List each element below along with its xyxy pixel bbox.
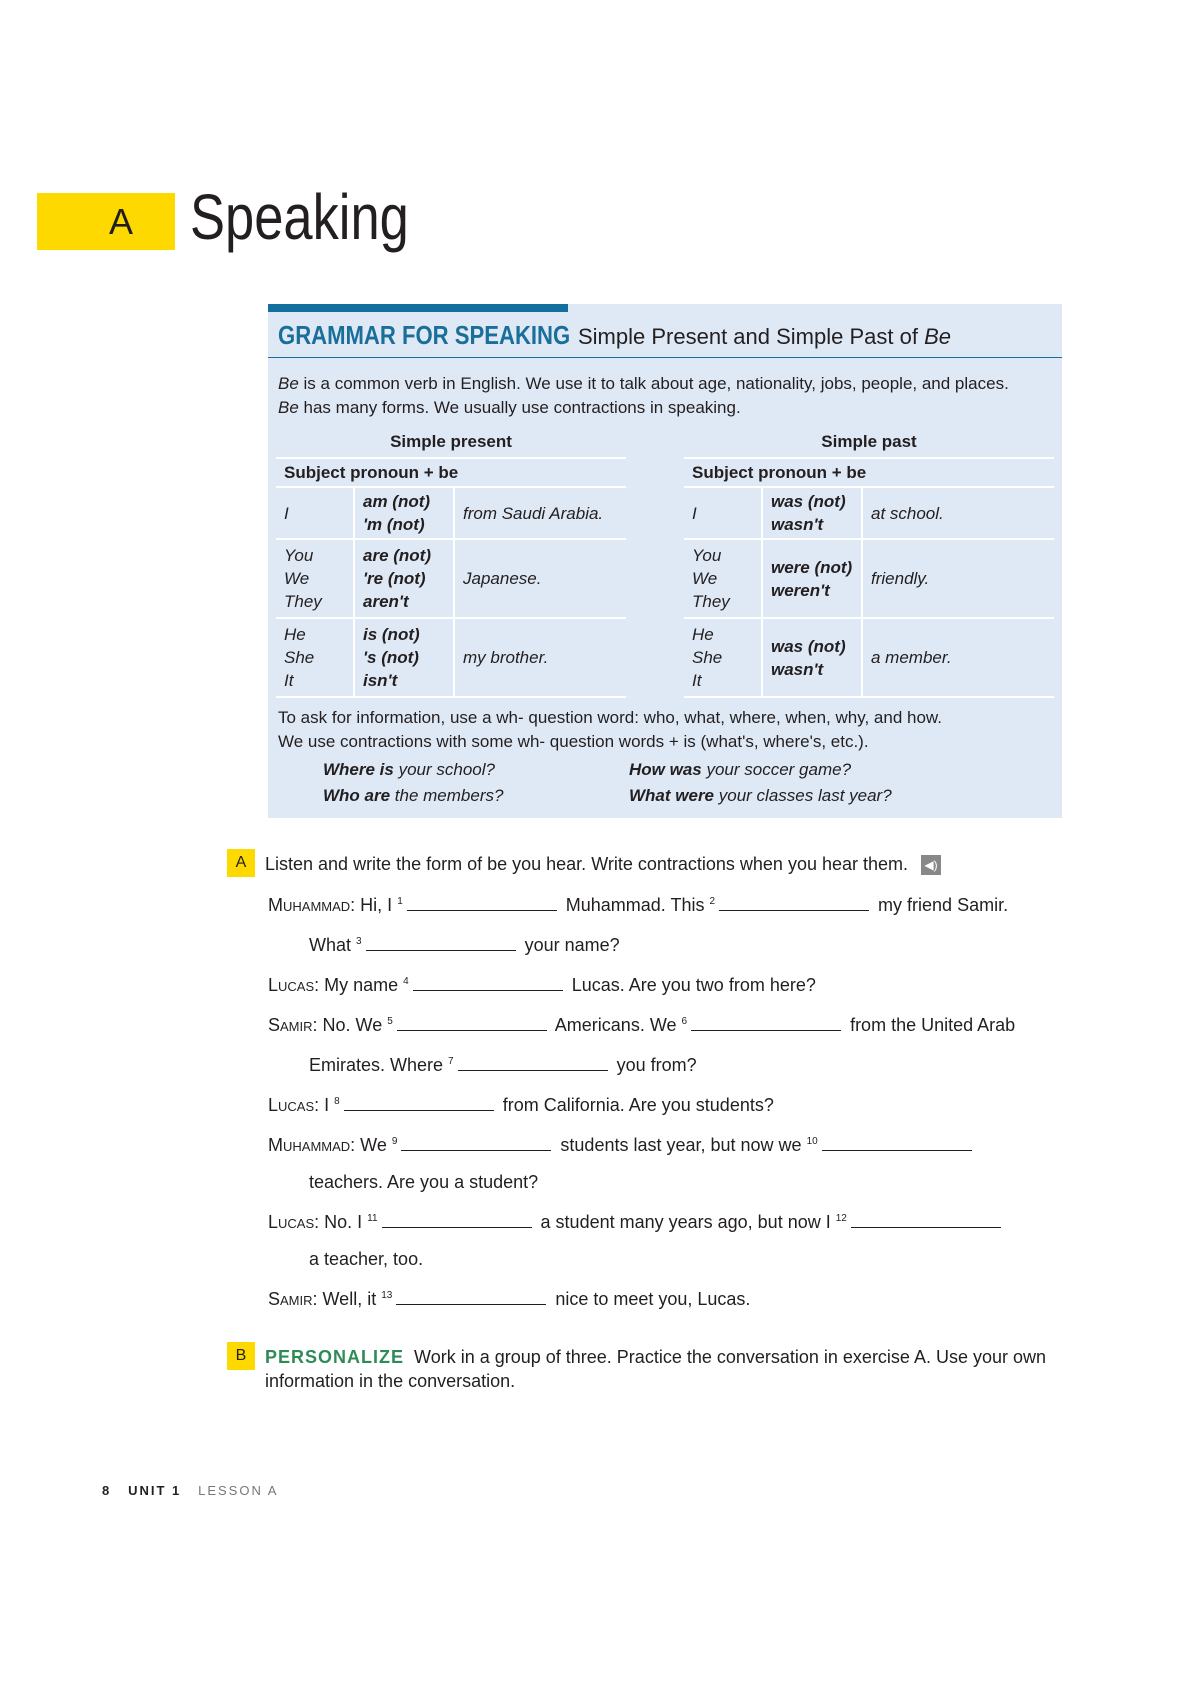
page-number: 8	[102, 1483, 112, 1498]
dialogue-line	[268, 1010, 1062, 1037]
dialogue-text: : Well, it	[312, 1289, 382, 1309]
speaker-name: Muhammad	[268, 1135, 351, 1155]
speaker-name: Samir	[268, 1289, 313, 1309]
dialogue-text: you from?	[611, 1055, 697, 1075]
blank-number: 4	[403, 976, 409, 987]
answer-blank[interactable]	[851, 1227, 1001, 1228]
dialogue-text: : My name	[314, 975, 404, 995]
blank-number: 13	[381, 1290, 393, 1301]
answer-blank[interactable]	[413, 990, 563, 991]
page-footer	[102, 1483, 896, 1498]
wh-question-note	[268, 698, 1062, 754]
grammar-intro	[268, 358, 1062, 420]
subject-cell: I	[684, 487, 762, 539]
exercise-b-instruction-2: own information in the conversation.	[265, 1347, 1047, 1391]
exercise-a	[235, 852, 1062, 877]
subject-cell: You We They	[684, 539, 762, 618]
dialogue-text: a teacher, too.	[309, 1249, 424, 1269]
dialogue-line	[268, 890, 1062, 917]
wh-note-2: We use contractions with some wh- question words + is (what's, where's, etc.).	[278, 732, 869, 751]
exercise-b	[235, 1345, 1062, 1393]
grammar-title	[578, 324, 951, 350]
blank-number: 5	[387, 1016, 393, 1027]
blank-number: 11	[367, 1213, 378, 1224]
answer-blank[interactable]	[397, 1030, 547, 1031]
dialogue-text: teachers. Are you a student?	[309, 1172, 539, 1192]
dialogue-line	[268, 1050, 1062, 1077]
dialogue-text: from the United Arab	[845, 1015, 1016, 1035]
subject-cell: You We They	[276, 539, 354, 618]
verb-cell: am (not) 'm (not)	[354, 487, 454, 539]
unit-label: UNIT 1	[128, 1483, 182, 1498]
exercise-a-instruction: Listen and write the form of be you hear. Write contractions when you hear them. ◀)	[265, 852, 941, 876]
dialogue-line	[268, 1090, 1062, 1117]
dialogue-text: Americans. We	[550, 1015, 682, 1035]
lesson-label: LESSON A	[198, 1483, 279, 1498]
dialogue-text: nice to meet you, Lucas.	[550, 1289, 751, 1309]
exercise-b-instruction: PERSONALIZE Work in a group of three. Practice the conversation in exercise A. Use your own information in the conversation.	[265, 1347, 1047, 1391]
dialogue-text: Emirates. Where	[309, 1055, 449, 1075]
blank-number: 8	[334, 1096, 340, 1107]
dialogue-text: my friend Samir.	[873, 895, 1009, 915]
complement-cell: from Saudi Arabia.	[454, 487, 626, 539]
dialogue-line	[268, 930, 1062, 957]
table-row	[684, 539, 1054, 618]
dialogue-line	[268, 970, 1062, 997]
speaker-name: Samir	[268, 1015, 313, 1035]
verb-cell: were (not) weren't	[762, 539, 862, 618]
intro-em: Be	[278, 398, 299, 417]
wh-note-1: To ask for information, use a wh- question word: who, what, where, when, why, and how.	[278, 708, 942, 727]
dialogue	[268, 890, 1062, 1311]
exercise-b-badge: B	[227, 1342, 255, 1370]
intro-text: has many forms. We usually use contractions in speaking.	[298, 398, 741, 417]
dialogue-line	[268, 1170, 1062, 1194]
example-4: What were your classes last year?	[629, 786, 892, 805]
answer-blank[interactable]	[366, 950, 516, 951]
answer-blank[interactable]	[691, 1030, 841, 1031]
verb-cell: are (not) 're (not) aren't	[354, 539, 454, 618]
answer-blank[interactable]	[344, 1110, 494, 1111]
intro-text: is a common verb in English. We use it to talk about age, nationality, jobs, people, and places.	[298, 374, 1009, 393]
speaker-name: Muhammad	[268, 895, 351, 915]
dialogue-text: Lucas. Are you two from here?	[566, 975, 816, 995]
dialogue-line	[268, 1130, 1062, 1157]
table-caption: Simple past	[821, 432, 917, 451]
grammar-header	[268, 312, 1062, 358]
answer-blank[interactable]	[396, 1304, 546, 1305]
main-column	[102, 304, 1062, 1498]
table-row	[684, 618, 1054, 697]
verb-cell: was (not) wasn't	[762, 618, 862, 697]
answer-blank[interactable]	[382, 1227, 532, 1228]
simple-past-table	[684, 428, 1054, 698]
table-header: Subject pronoun + be	[684, 458, 1054, 487]
simple-present-table	[276, 428, 626, 698]
dialogue-line	[268, 1247, 1062, 1271]
subject-cell: He She It	[684, 618, 762, 697]
blank-number: 6	[681, 1016, 688, 1027]
dialogue-text: Muhammad. This	[560, 895, 710, 915]
subject-cell: I	[276, 487, 354, 539]
subject-cell: He She It	[276, 618, 354, 697]
speaker-name: Lucas	[268, 975, 315, 995]
blank-number: 2	[709, 896, 716, 907]
blank-number: 9	[391, 1136, 398, 1147]
grammar-title-em: Be	[924, 324, 951, 349]
blank-number: 3	[356, 936, 362, 947]
examples	[268, 754, 1062, 806]
table-row	[276, 487, 626, 539]
blank-number: 7	[448, 1056, 454, 1067]
page-title: Speaking	[190, 181, 409, 253]
dialogue-line	[268, 1284, 1062, 1311]
dialogue-text: a student many years ago, but now I	[535, 1212, 836, 1232]
dialogue-text: : Hi, I	[350, 895, 398, 915]
complement-cell: Japanese.	[454, 539, 626, 618]
verb-cell: is (not) 's (not) isn't	[354, 618, 454, 697]
table-row	[276, 539, 626, 618]
answer-blank[interactable]	[822, 1150, 972, 1151]
personalize-label: PERSONALIZE	[265, 1347, 405, 1367]
blank-number: 1	[397, 896, 403, 907]
table-row	[684, 487, 1054, 539]
answer-blank[interactable]	[719, 910, 869, 911]
answer-blank[interactable]	[401, 1150, 551, 1151]
grammar-box	[268, 304, 1062, 818]
dialogue-text: : No. We	[312, 1015, 388, 1035]
table-row	[276, 618, 626, 697]
blank-number: 12	[835, 1213, 847, 1224]
answer-blank[interactable]	[407, 910, 557, 911]
complement-cell: my brother.	[454, 618, 626, 697]
dialogue-text: What	[309, 935, 357, 955]
complement-cell: friendly.	[862, 539, 1054, 618]
example-2: How was your soccer game?	[629, 760, 852, 779]
lesson-letter-badge: A	[37, 193, 175, 250]
dialogue-text: : We	[350, 1135, 392, 1155]
grammar-tables	[268, 420, 1062, 698]
blank-number: 10	[806, 1136, 818, 1147]
example-1: Where is your school?	[323, 760, 495, 779]
answer-blank[interactable]	[458, 1070, 608, 1071]
intro-em: Be	[278, 374, 299, 393]
table-header: Subject pronoun + be	[276, 458, 626, 487]
dialogue-line	[268, 1207, 1062, 1234]
speaker-name: Lucas	[268, 1212, 315, 1232]
complement-cell: a member.	[862, 618, 1054, 697]
dialogue-text: from California. Are you students?	[497, 1095, 774, 1115]
dialogue-text: students last year, but now we	[555, 1135, 807, 1155]
speaker-name: Lucas	[268, 1095, 315, 1115]
grammar-title-text: Simple Present and Simple Past of	[578, 324, 925, 349]
grammar-label: GRAMMAR FOR SPEAKING	[278, 320, 571, 350]
dialogue-text: : I	[314, 1095, 335, 1115]
table-caption: Simple present	[390, 432, 512, 451]
dialogue-text: : No. I	[314, 1212, 368, 1232]
speaker-icon[interactable]: ◀)	[921, 855, 941, 875]
complement-cell: at school.	[862, 487, 1054, 539]
example-3: Who are the members?	[323, 786, 504, 805]
dialogue-text: your name?	[519, 935, 620, 955]
exercise-a-badge: A	[227, 849, 255, 877]
verb-cell: was (not) wasn't	[762, 487, 862, 539]
